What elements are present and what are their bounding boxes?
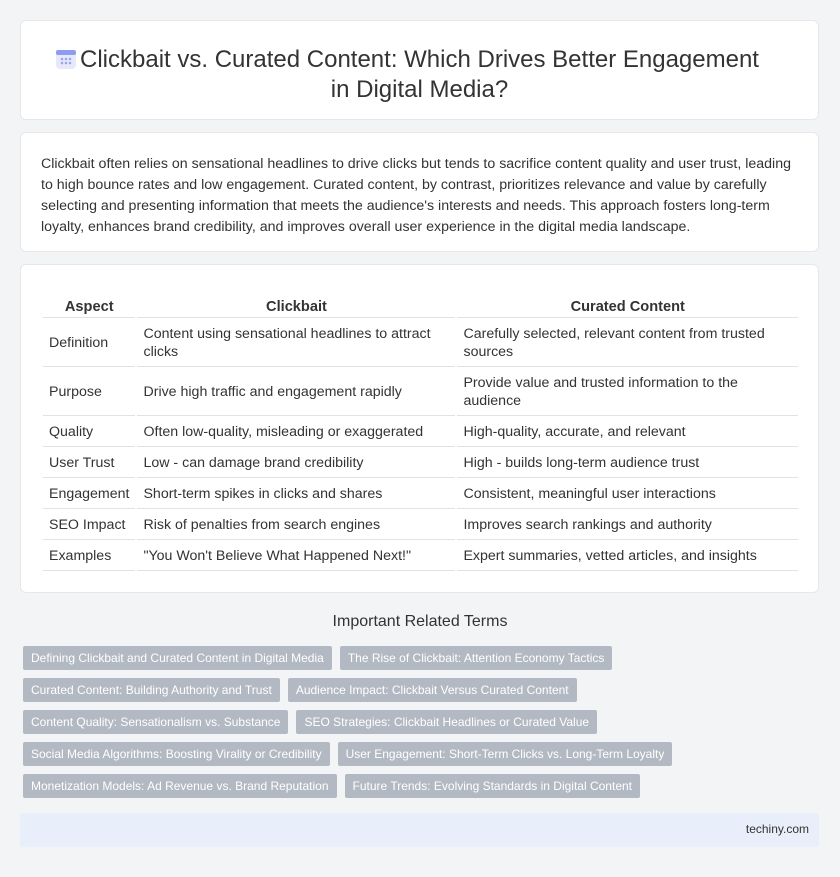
related-term-tag[interactable]: Monetization Models: Ad Revenue vs. Brand Reputation [23,774,337,798]
footer-site-name[interactable]: techiny.com [745,822,809,836]
table-cell: Drive high traffic and engagement rapidly [137,369,455,416]
table-cell: Content using sensational headlines to attract clicks [137,320,455,367]
table-cell: Engagement [43,480,135,509]
column-header-curated: Curated Content [457,294,798,318]
table-cell: Often low-quality, misleading or exaggerated [137,418,455,447]
table-cell: Examples [43,542,135,571]
related-term-tag[interactable]: Future Trends: Evolving Standards in Digital Content [345,774,640,798]
page-title: Clickbait vs. Curated Content: Which Drives Better Engagement in Digital Media? [80,46,759,103]
table-row [43,542,798,571]
table-row [43,320,798,367]
related-terms-list [23,646,823,798]
table-cell: Carefully selected, relevant content from trusted sources [457,320,798,367]
table-cell: Definition [43,320,135,367]
table-cell: Provide value and trusted information to the audience [457,369,798,416]
intro-card [20,132,819,252]
related-term-tag[interactable]: User Engagement: Short-Term Clicks vs. Long-Term Loyalty [338,742,673,766]
table-cell: "You Won't Believe What Happened Next!" [137,542,455,571]
table-row [43,449,798,478]
table-cell: SEO Impact [43,511,135,540]
table-header-row [43,294,798,318]
table-row [43,369,798,416]
header-card [20,20,819,120]
table-cell: Risk of penalties from search engines [137,511,455,540]
table-row [43,480,798,509]
footer [20,813,819,847]
related-term-tag[interactable]: Social Media Algorithms: Boosting Virality or Credibility [23,742,330,766]
related-term-tag[interactable]: Content Quality: Sensationalism vs. Substance [23,710,288,734]
table-cell: High - builds long-term audience trust [457,449,798,478]
comparison-table [41,292,800,573]
table-cell: Expert summaries, vetted articles, and insights [457,542,798,571]
related-terms-heading: Important Related Terms [332,613,508,630]
table-cell: Low - can damage brand credibility [137,449,455,478]
table-cell: Purpose [43,369,135,416]
calendar-icon [54,47,78,71]
table-cell: Quality [43,418,135,447]
column-header-clickbait: Clickbait [137,294,455,318]
table-cell: Improves search rankings and authority [457,511,798,540]
related-term-tag[interactable]: SEO Strategies: Clickbait Headlines or Curated Value [296,710,597,734]
intro-paragraph: Clickbait often relies on sensational headlines to drive clicks but tends to sacrifice content quality and user trust, leading to high bounce rates and low engagement. Curated content, by contrast, prioritizes relevance and value by carefully selecting and presenting information that meets the audience's interests and needs. This approach fosters long-term loyalty, enhances brand credibility, and improves overall user experience in the digital media landscape. [41,156,791,235]
related-term-tag[interactable]: Curated Content: Building Authority and Trust [23,678,280,702]
table-cell: Consistent, meaningful user interactions [457,480,798,509]
related-term-tag[interactable]: Defining Clickbait and Curated Content in Digital Media [23,646,332,670]
table-cell: Short-term spikes in clicks and shares [137,480,455,509]
related-term-tag[interactable]: The Rise of Clickbait: Attention Economy Tactics [340,646,613,670]
related-term-tag[interactable]: Audience Impact: Clickbait Versus Curated Content [288,678,577,702]
comparison-table-card [20,264,819,593]
column-header-aspect: Aspect [43,294,135,318]
table-cell: High-quality, accurate, and relevant [457,418,798,447]
table-row [43,418,798,447]
table-cell: User Trust [43,449,135,478]
table-row [43,511,798,540]
